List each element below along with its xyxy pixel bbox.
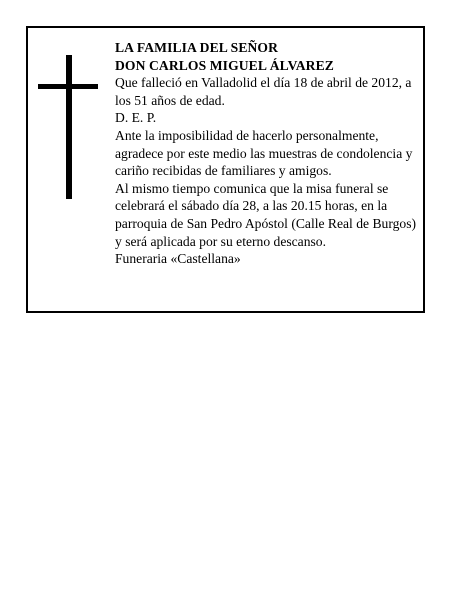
cross-horizontal-bar (38, 84, 98, 89)
heading-family: LA FAMILIA DEL SEÑOR (115, 40, 279, 55)
obituary-notice (26, 26, 425, 313)
thanks-text: Ante la imposibilidad de hacerlo personalmente, agradece por este medio las muestras de condolencia y cariño recibidas de familiares y amigos. (115, 127, 413, 179)
funeral-mass-text: Al mismo tiempo comunica que la misa funeral se celebrará el sábado día 28, a las 20.15 horas, en la parroquia de San Pedro Apóstol (Calle Real de Burgos) y será aplicada por su eterno descanso. (115, 180, 417, 249)
funeral-home-text: Funeraria «Castellana» (115, 251, 241, 267)
death-details-text: Que falleció en Valladolid el día 18 de abril de 2012, a los 51 años de edad. (115, 75, 412, 108)
cross-vertical-bar (66, 55, 72, 199)
heading-deceased-name: DON CARLOS MIGUEL ÁLVAREZ (115, 57, 334, 73)
dep-text: D. E. P. (115, 110, 157, 126)
cross-icon (38, 55, 98, 199)
notice-text-block (115, 39, 421, 268)
